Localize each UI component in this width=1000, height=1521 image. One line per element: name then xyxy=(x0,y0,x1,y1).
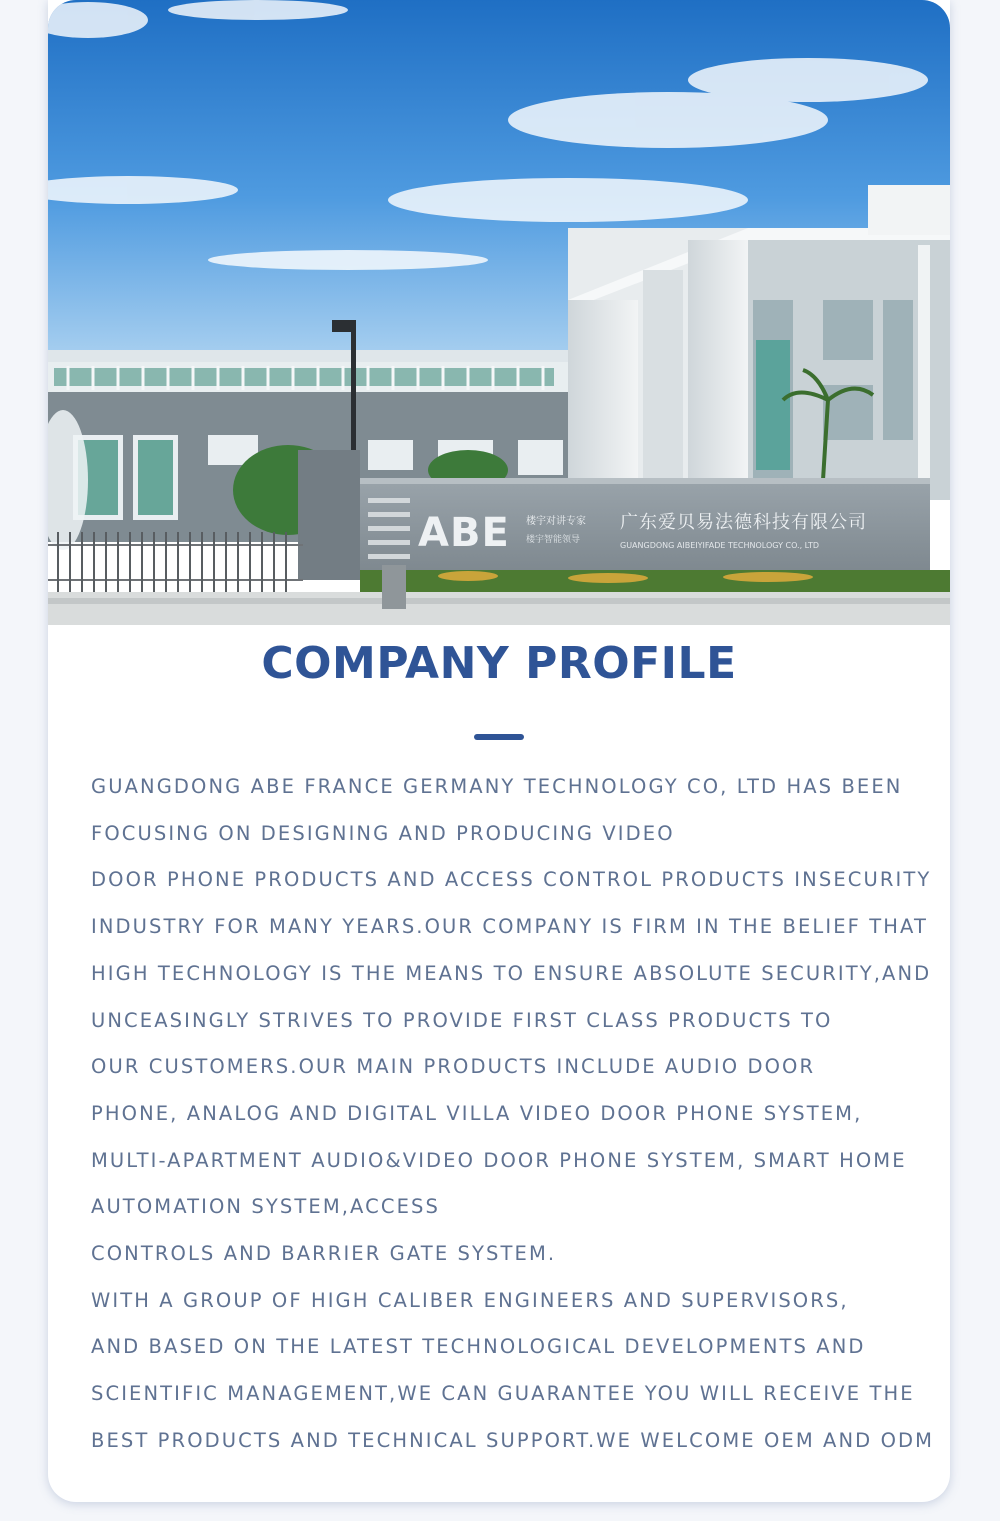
description-line: FOCUSING ON DESIGNING AND PRODUCING VIDEO xyxy=(91,821,675,845)
sign-logo-sub-bottom: 楼宇智能领导 xyxy=(526,535,581,545)
company-building-photo xyxy=(48,0,950,625)
description-line: BEST PRODUCTS AND TECHNICAL SUPPORT.WE WELCOME OEM AND ODM xyxy=(91,1428,935,1452)
sign-logo-sub-top: 楼宇对讲专家 xyxy=(526,516,586,527)
description-line: HIGH TECHNOLOGY IS THE MEANS TO ENSURE ABSOLUTE SECURITY,AND xyxy=(91,961,932,985)
description-line: WITH A GROUP OF HIGH CALIBER ENGINEERS AND SUPERVISORS, xyxy=(91,1288,849,1312)
description-line: CONTROLS AND BARRIER GATE SYSTEM. xyxy=(91,1242,557,1266)
description-line: INDUSTRY FOR MANY YEARS.OUR COMPANY IS FIRM IN THE BELIEF THAT xyxy=(91,915,928,939)
company-profile-card xyxy=(48,0,950,1502)
description-line: GUANGDONG ABE FRANCE GERMANY TECHNOLOGY CO, LTD HAS BEEN xyxy=(91,775,903,798)
sign-company-name-cn: 广东爱贝易法德科技有限公司 xyxy=(620,512,867,533)
sign-logo-text: ABE xyxy=(418,510,510,556)
page-title: COMPANY PROFILE xyxy=(261,638,737,689)
description-line: OUR CUSTOMERS.OUR MAIN PRODUCTS INCLUDE AUDIO DOOR xyxy=(91,1055,816,1079)
company-description xyxy=(91,764,941,1465)
description-line: SCIENTIFIC MANAGEMENT,WE CAN GUARANTEE YOU WILL RECEIVE THE xyxy=(91,1382,915,1406)
description-line: AUTOMATION SYSTEM,ACCESS xyxy=(91,1195,440,1219)
description-line: DOOR PHONE PRODUCTS AND ACCESS CONTROL PRODUCTS INSECURITY xyxy=(91,868,932,892)
description-line: UNCEASINGLY STRIVES TO PROVIDE FIRST CLASS PRODUCTS TO xyxy=(91,1008,833,1032)
title-divider xyxy=(474,734,524,740)
description-line: PHONE, ANALOG AND DIGITAL VILLA VIDEO DOOR PHONE SYSTEM, xyxy=(91,1101,863,1125)
description-line: AND BASED ON THE LATEST TECHNOLOGICAL DEVELOPMENTS AND xyxy=(91,1335,866,1359)
sign-company-name-en: GUANGDONG AIBEIYIFADE TECHNOLOGY CO., LTD xyxy=(620,541,820,550)
description-line: MULTI-APARTMENT AUDIO&VIDEO DOOR PHONE SYSTEM, SMART HOME xyxy=(91,1148,907,1172)
